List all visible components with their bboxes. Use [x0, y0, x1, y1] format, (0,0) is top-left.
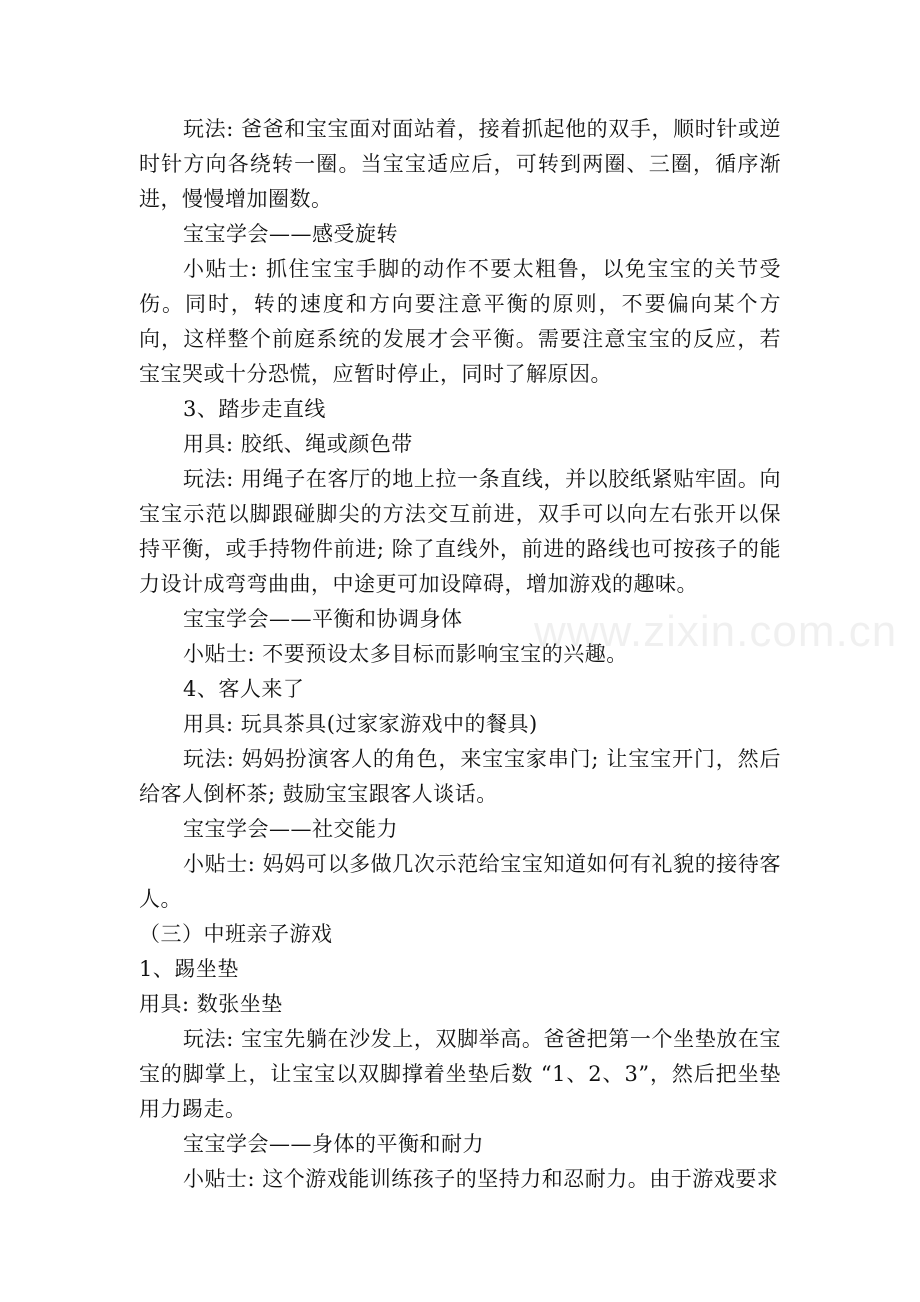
paragraph-tools-tape: 用具: 胶纸、绳或颜色带: [183, 432, 413, 456]
document-body: [139, 112, 781, 1197]
paragraph-tools-cushions: 用具: 数张坐垫: [139, 992, 283, 1016]
paragraph-baby-learns-endurance: 宝宝学会——身体的平衡和耐力: [183, 1132, 484, 1156]
paragraph-tip-guest: 小贴士: 妈妈可以多做几次示范给宝宝知道如何有礼貌的接待客人。: [139, 852, 781, 911]
paragraph-baby-learns-social: 宝宝学会——社交能力: [183, 817, 398, 841]
paragraph-baby-learns-balance: 宝宝学会——平衡和协调身体: [183, 607, 463, 631]
watermark: www.zixin.com.cn: [534, 607, 898, 656]
paragraph-tip-line: 小贴士: 不要预设太多目标而影响宝宝的兴趣。: [183, 642, 628, 666]
paragraph-tip-cushion: 小贴士: 这个游戏能训练孩子的坚持力和忍耐力。由于游戏要求: [183, 1167, 779, 1191]
paragraph-baby-learns-rotation: 宝宝学会——感受旋转: [183, 222, 398, 246]
paragraph-tip-spin: 小贴士: 抓住宝宝手脚的动作不要太粗鲁，以免宝宝的关节受伤。同时，转的速度和方向要注意平衡的原则，不要偏向某个方向，这样整个前庭系统的发展才会平衡。需要注意宝宝的反应，若宝宝哭或十分恐慌，应暂时停止，同时了解原因。: [139, 257, 781, 386]
heading-walk-straight-line: 3、踏步走直线: [183, 397, 326, 421]
paragraph-play-method-line: 玩法: 用绳子在客厅的地上拉一条直线，并以胶纸紧贴牢固。向宝宝示范以脚跟碰脚尖的方法交互前进，双手可以向左右张开以保持平衡，或手持物件前进; 除了直线外，前进的路线也可按孩子的能力设计成弯弯曲曲，中途更可加设障碍，增加游戏的趣味。: [139, 467, 781, 596]
paragraph-tools-tea-set: 用具: 玩具茶具(过家家游戏中的餐具): [183, 712, 538, 736]
section-heading-middle-class: （三）中班亲子游戏: [139, 922, 333, 946]
heading-kick-cushion: 1、踢坐垫: [139, 957, 239, 981]
paragraph-play-method-cushion: 玩法: 宝宝先躺在沙发上，双脚举高。爸爸把第一个坐垫放在宝宝的脚掌上，让宝宝以双脚撑着坐垫后数 “1、2、3”，然后把坐垫用力踢走。: [139, 1027, 781, 1121]
heading-guest-arrives: 4、客人来了: [183, 677, 305, 701]
paragraph-play-method-spin: 玩法: 爸爸和宝宝面对面站着，接着抓起他的双手，顺时针或逆时针方向各绕转一圈。当宝宝适应后，可转到两圈、三圈，循序渐进，慢慢增加圈数。: [139, 117, 781, 211]
paragraph-play-method-guest: 玩法: 妈妈扮演客人的角色，来宝宝家串门; 让宝宝开门，然后给客人倒杯茶; 鼓励宝宝跟客人谈话。: [139, 747, 781, 806]
